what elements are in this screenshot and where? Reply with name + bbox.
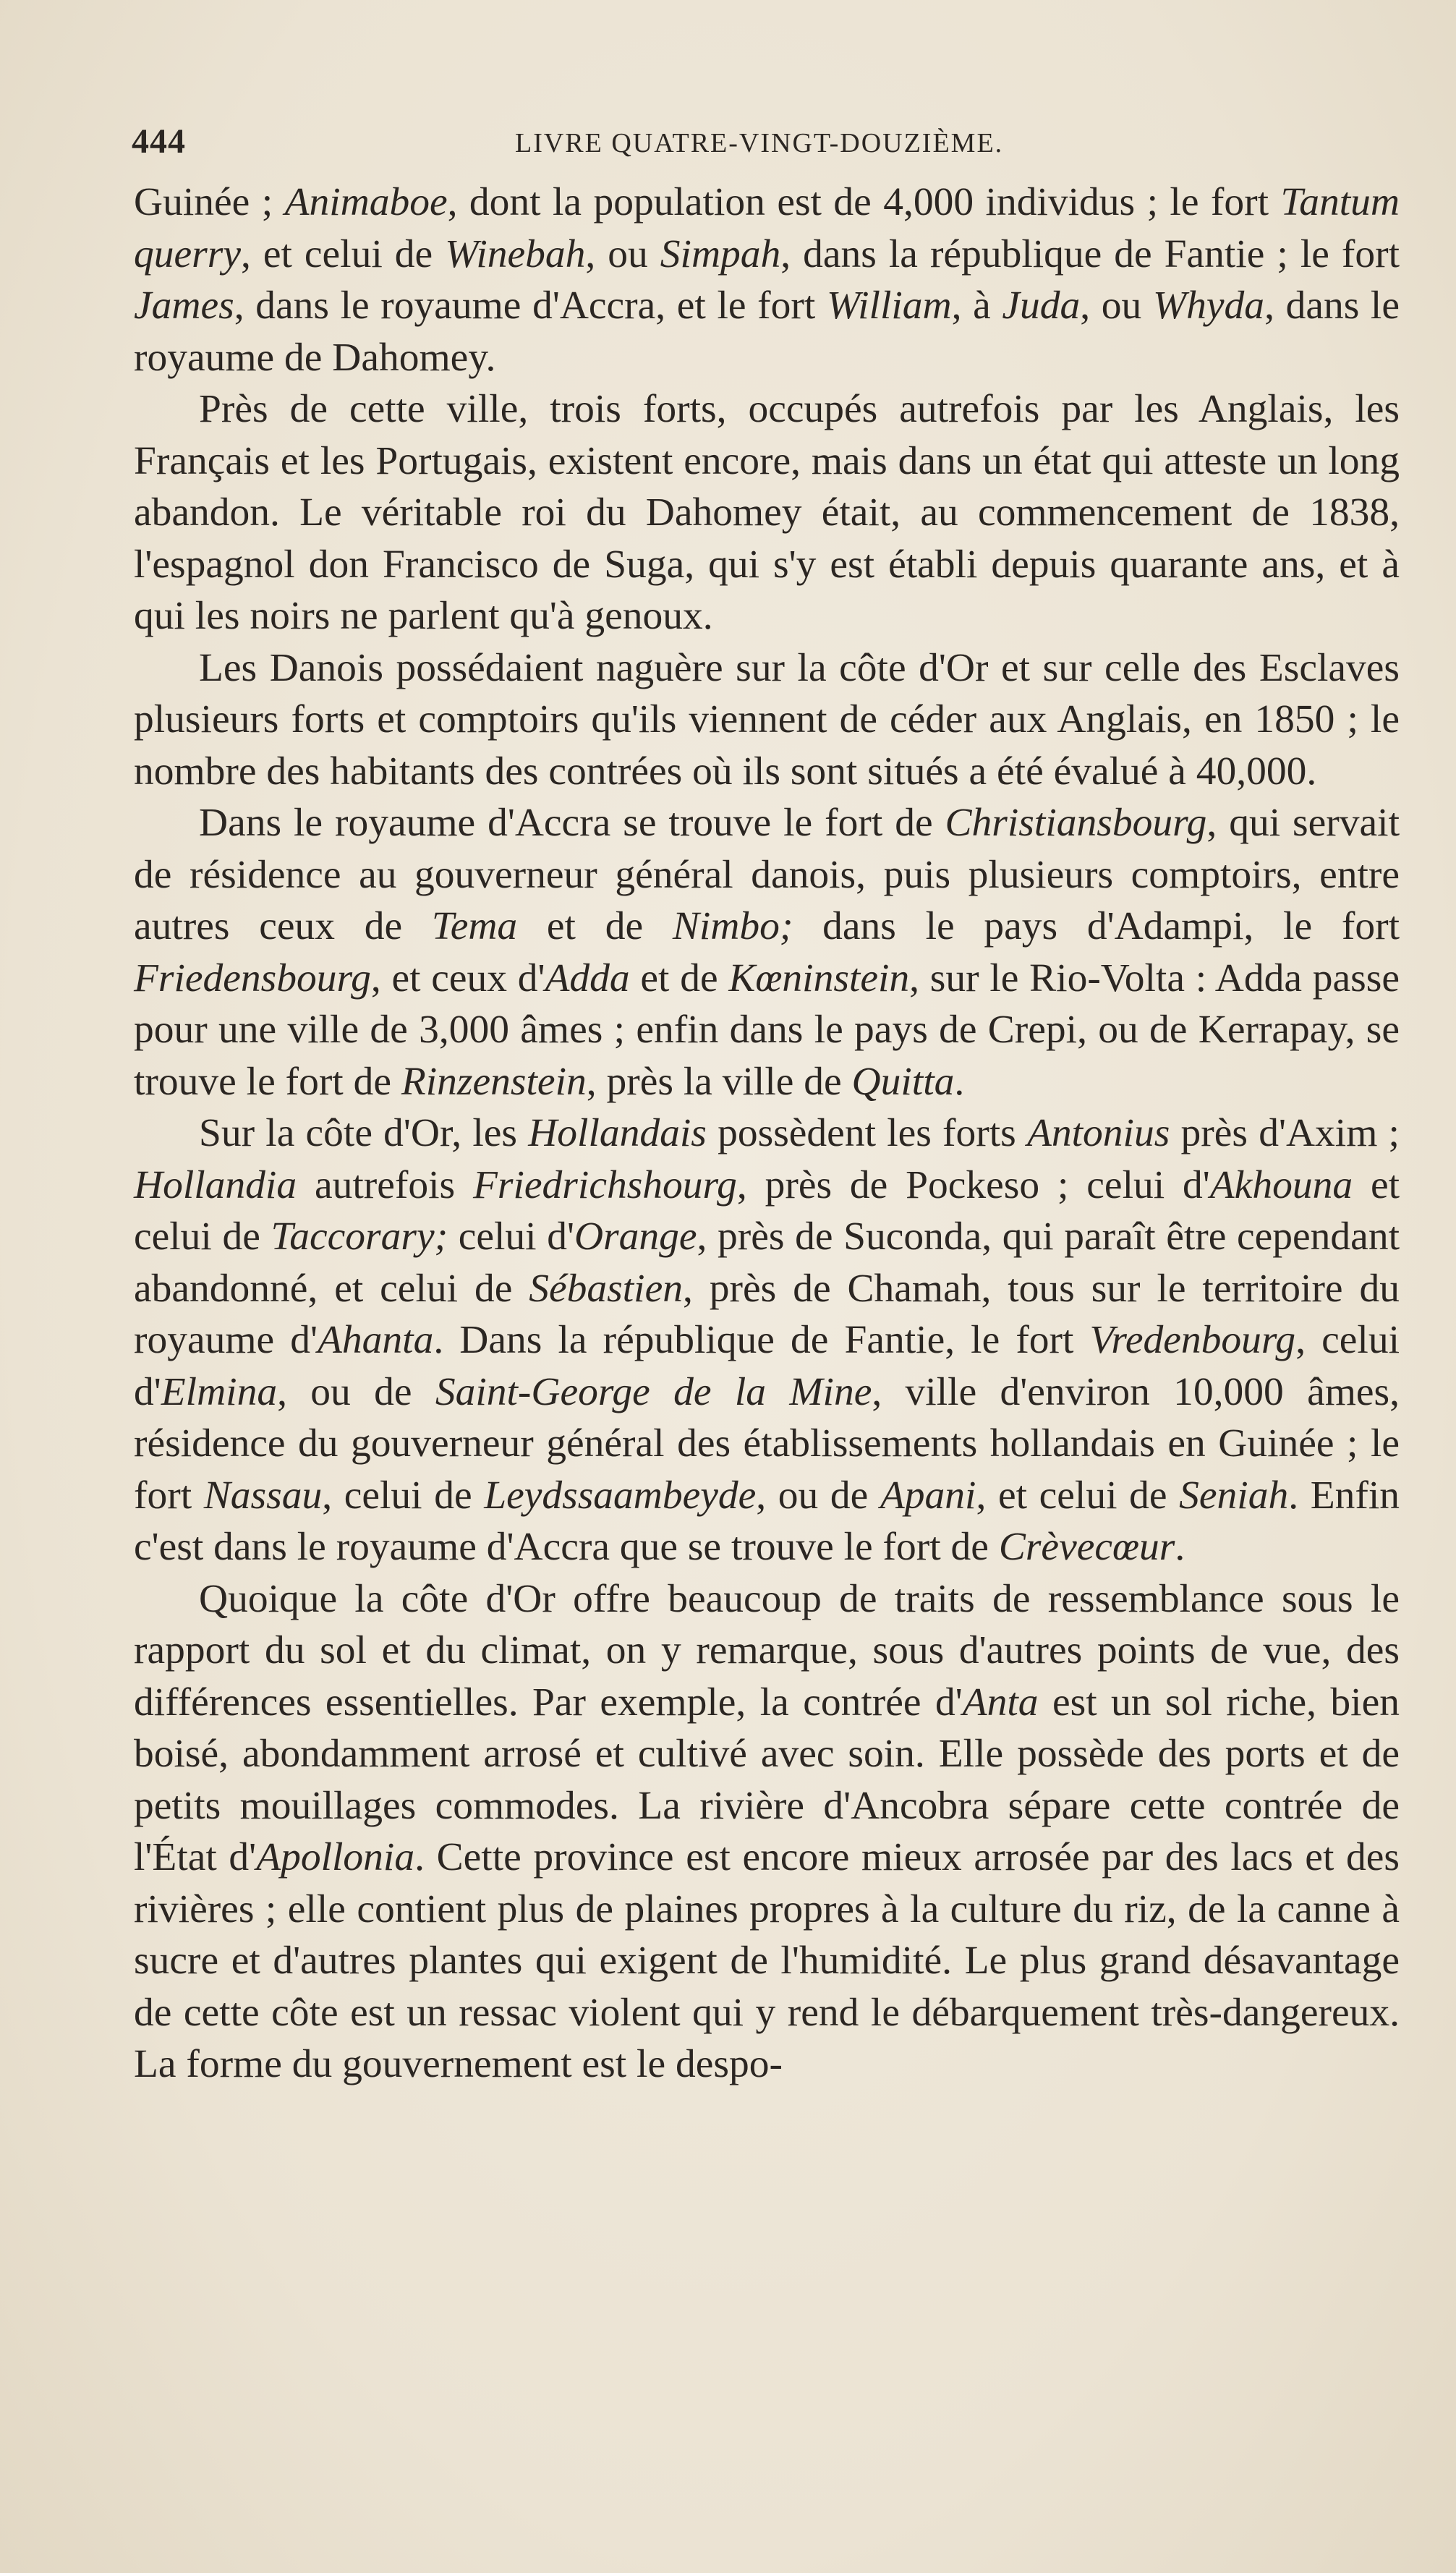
text-run: , et celui de [976, 1473, 1180, 1518]
text-run: , dont la population est de 4,000 individus ; le fort [447, 180, 1281, 224]
italic-place-name: Ahanta [318, 1318, 434, 1362]
text-run: autrefois [297, 1162, 473, 1207]
italic-place-name: Orange [574, 1215, 697, 1259]
italic-place-name: James [134, 284, 234, 328]
text-run: celui d' [448, 1215, 574, 1259]
text-run: , près la ville de [586, 1059, 852, 1104]
italic-place-name: Nimbo; [672, 904, 793, 948]
text-run: , sur le Rio-Volta : Adda passe pour une ville de 3,000 âmes ; enfin dans le pays de Crepi, ou de Kerrapay, se trouve le fort de [134, 956, 1400, 1104]
text-run: . [954, 1059, 965, 1104]
italic-place-name: Leydssaambeyde [484, 1473, 757, 1518]
text-run: Près de cette ville, trois forts, occupés autrefois par les Anglais, les Français et les Portugais, existent encore, mais dans un état qui atteste un long abandon. Le véritable roi du Dahomey était, au commencement de 1838, l'espagnol don Francisco de Suga, qui s'y est établi depuis quarante ans, et à qui les noirs ne parlent qu'à genoux. [134, 387, 1400, 638]
text-run: . [1175, 1525, 1185, 1569]
italic-place-name: Christiansbourg [945, 801, 1207, 845]
page-header [132, 122, 1405, 172]
italic-place-name: Vredenbourg [1089, 1318, 1296, 1362]
italic-place-name: Whyda [1152, 284, 1265, 328]
text-run: , celui de [322, 1473, 485, 1518]
italic-place-name: Sébastien [529, 1266, 683, 1311]
italic-place-name: Winebah [445, 231, 586, 276]
italic-place-name: Kœninstein [728, 956, 910, 1000]
text-run: . Enfin c'est dans le royaume d'Accra que se trouve le fort de [134, 1473, 1400, 1569]
italic-place-name: Nassau [203, 1473, 323, 1518]
text-run: , près de Pockeso ; celui d' [736, 1162, 1210, 1207]
text-run: , dans le royaume de Dahomey. [134, 284, 1400, 380]
text-run: Les Danois possédaient naguère sur la côte d'Or et sur celle des Esclaves plusieurs forts et comptoirs qu'ils viennent de céder aux Anglais, en 1850 ; le nombre des habitants des contrées où ils sont situés a été évalué à 40,000. [134, 645, 1400, 794]
paragraph [134, 383, 1400, 642]
text-run: , ou [1080, 284, 1153, 328]
body-text [134, 177, 1400, 2091]
italic-place-name: Hollandia [134, 1162, 297, 1207]
text-run: Dans le royaume d'Accra se trouve le fort de [199, 801, 945, 845]
text-run: , près de Chamah, tous sur le territoire du royaume d' [134, 1266, 1400, 1362]
text-run: , près de Suconda, qui paraît être cependant abandonné, et celui de [134, 1215, 1400, 1311]
italic-place-name: Rinzenstein [401, 1059, 587, 1104]
italic-place-name: William [826, 284, 952, 328]
text-run: , dans le royaume d'Accra, et le fort [234, 284, 827, 328]
italic-place-name: Adda [545, 956, 630, 1000]
text-run: . Cette province est encore mieux arrosée par des lacs et des rivières ; elle contient plus de plaines propres à la culture du riz, de la canne à sucre et d'autres plantes qui exigent de l'humidité. Le plus grand désavantage de cette côte est un ressac violent qui y rend le débarquement très-dangereux. La forme du gouvernement est le despo- [134, 1835, 1400, 2086]
text-run: est un sol riche, bien boisé, abondamment arrosé et cultivé avec soin. Elle possède des ports et de petits mouillages commodes. La rivière d'Ancobra sépare cette contrée de l'État d' [134, 1680, 1400, 1879]
italic-place-name: Hollandais [528, 1111, 707, 1155]
text-run: , qui servait de résidence au gouverneur général danois, puis plusieurs comptoirs, entre autres ceux de [134, 801, 1400, 948]
italic-place-name: Taccorary; [271, 1215, 448, 1259]
text-run: dans le pays d'Adampi, le fort [793, 904, 1400, 948]
text-run: , et celui de [240, 231, 446, 276]
italic-place-name: Anta [962, 1680, 1039, 1724]
italic-place-name: Antonius [1026, 1111, 1170, 1155]
italic-place-name: Quitta [851, 1059, 955, 1104]
italic-place-name: Simpah [660, 231, 781, 276]
italic-place-name: Friedensbourg [134, 956, 371, 1000]
text-run: . Dans la république de Fantie, le fort [433, 1318, 1090, 1362]
text-run: , celui d' [134, 1318, 1400, 1414]
italic-place-name: Elmina [161, 1369, 278, 1414]
italic-place-name: Apollonia [256, 1835, 415, 1879]
paragraph [134, 797, 1400, 1107]
text-run: Sur la côte d'Or, les [199, 1111, 529, 1155]
italic-place-name: Crèvecœur [998, 1525, 1175, 1569]
italic-place-name: Apani [880, 1473, 976, 1518]
text-run: et de [629, 956, 729, 1000]
text-run: , et ceux d' [370, 956, 545, 1000]
text-run: possèdent les forts [706, 1111, 1027, 1155]
text-run: , ou de [756, 1473, 880, 1518]
italic-place-name: Tantum querry [134, 180, 1400, 276]
text-run: , ou de [277, 1369, 435, 1414]
text-run: , dans la république de Fantie ; le fort [780, 231, 1400, 276]
text-run: , à [951, 284, 1002, 328]
page-number: 444 [132, 122, 186, 161]
italic-place-name: Friedrichshourg [473, 1162, 737, 1207]
text-run: Quoique la côte d'Or offre beaucoup de traits de ressemblance sous le rapport du sol et du climat, on y remarque, sous d'autres points de vue, des différences essentielles. Par exemple, la contrée d' [134, 1576, 1400, 1724]
italic-place-name: Saint-George de la Mine [435, 1369, 872, 1414]
paragraph [134, 1107, 1400, 1573]
text-run: , ville d'environ 10,000 âmes, résidence du gouverneur général des établissements hollandais en Guinée ; le fort [134, 1369, 1400, 1518]
paragraph [134, 642, 1400, 798]
running-head: LIVRE QUATRE-VINGT-DOUZIÈME. [515, 128, 1004, 158]
text-run: et de [517, 904, 673, 948]
text-run: Guinée ; [134, 180, 285, 224]
paragraph [134, 1573, 1400, 2091]
paragraph-continued [134, 177, 1400, 383]
text-run: près d'Axim ; [1170, 1111, 1400, 1155]
italic-place-name: Juda [1002, 284, 1081, 328]
italic-place-name: Tema [431, 904, 518, 948]
text-run: , ou [585, 231, 660, 276]
italic-place-name: Animaboe [284, 180, 448, 224]
italic-place-name: Seniah [1179, 1473, 1289, 1518]
italic-place-name: Akhouna [1209, 1162, 1353, 1207]
text-run: et celui de [134, 1162, 1400, 1259]
